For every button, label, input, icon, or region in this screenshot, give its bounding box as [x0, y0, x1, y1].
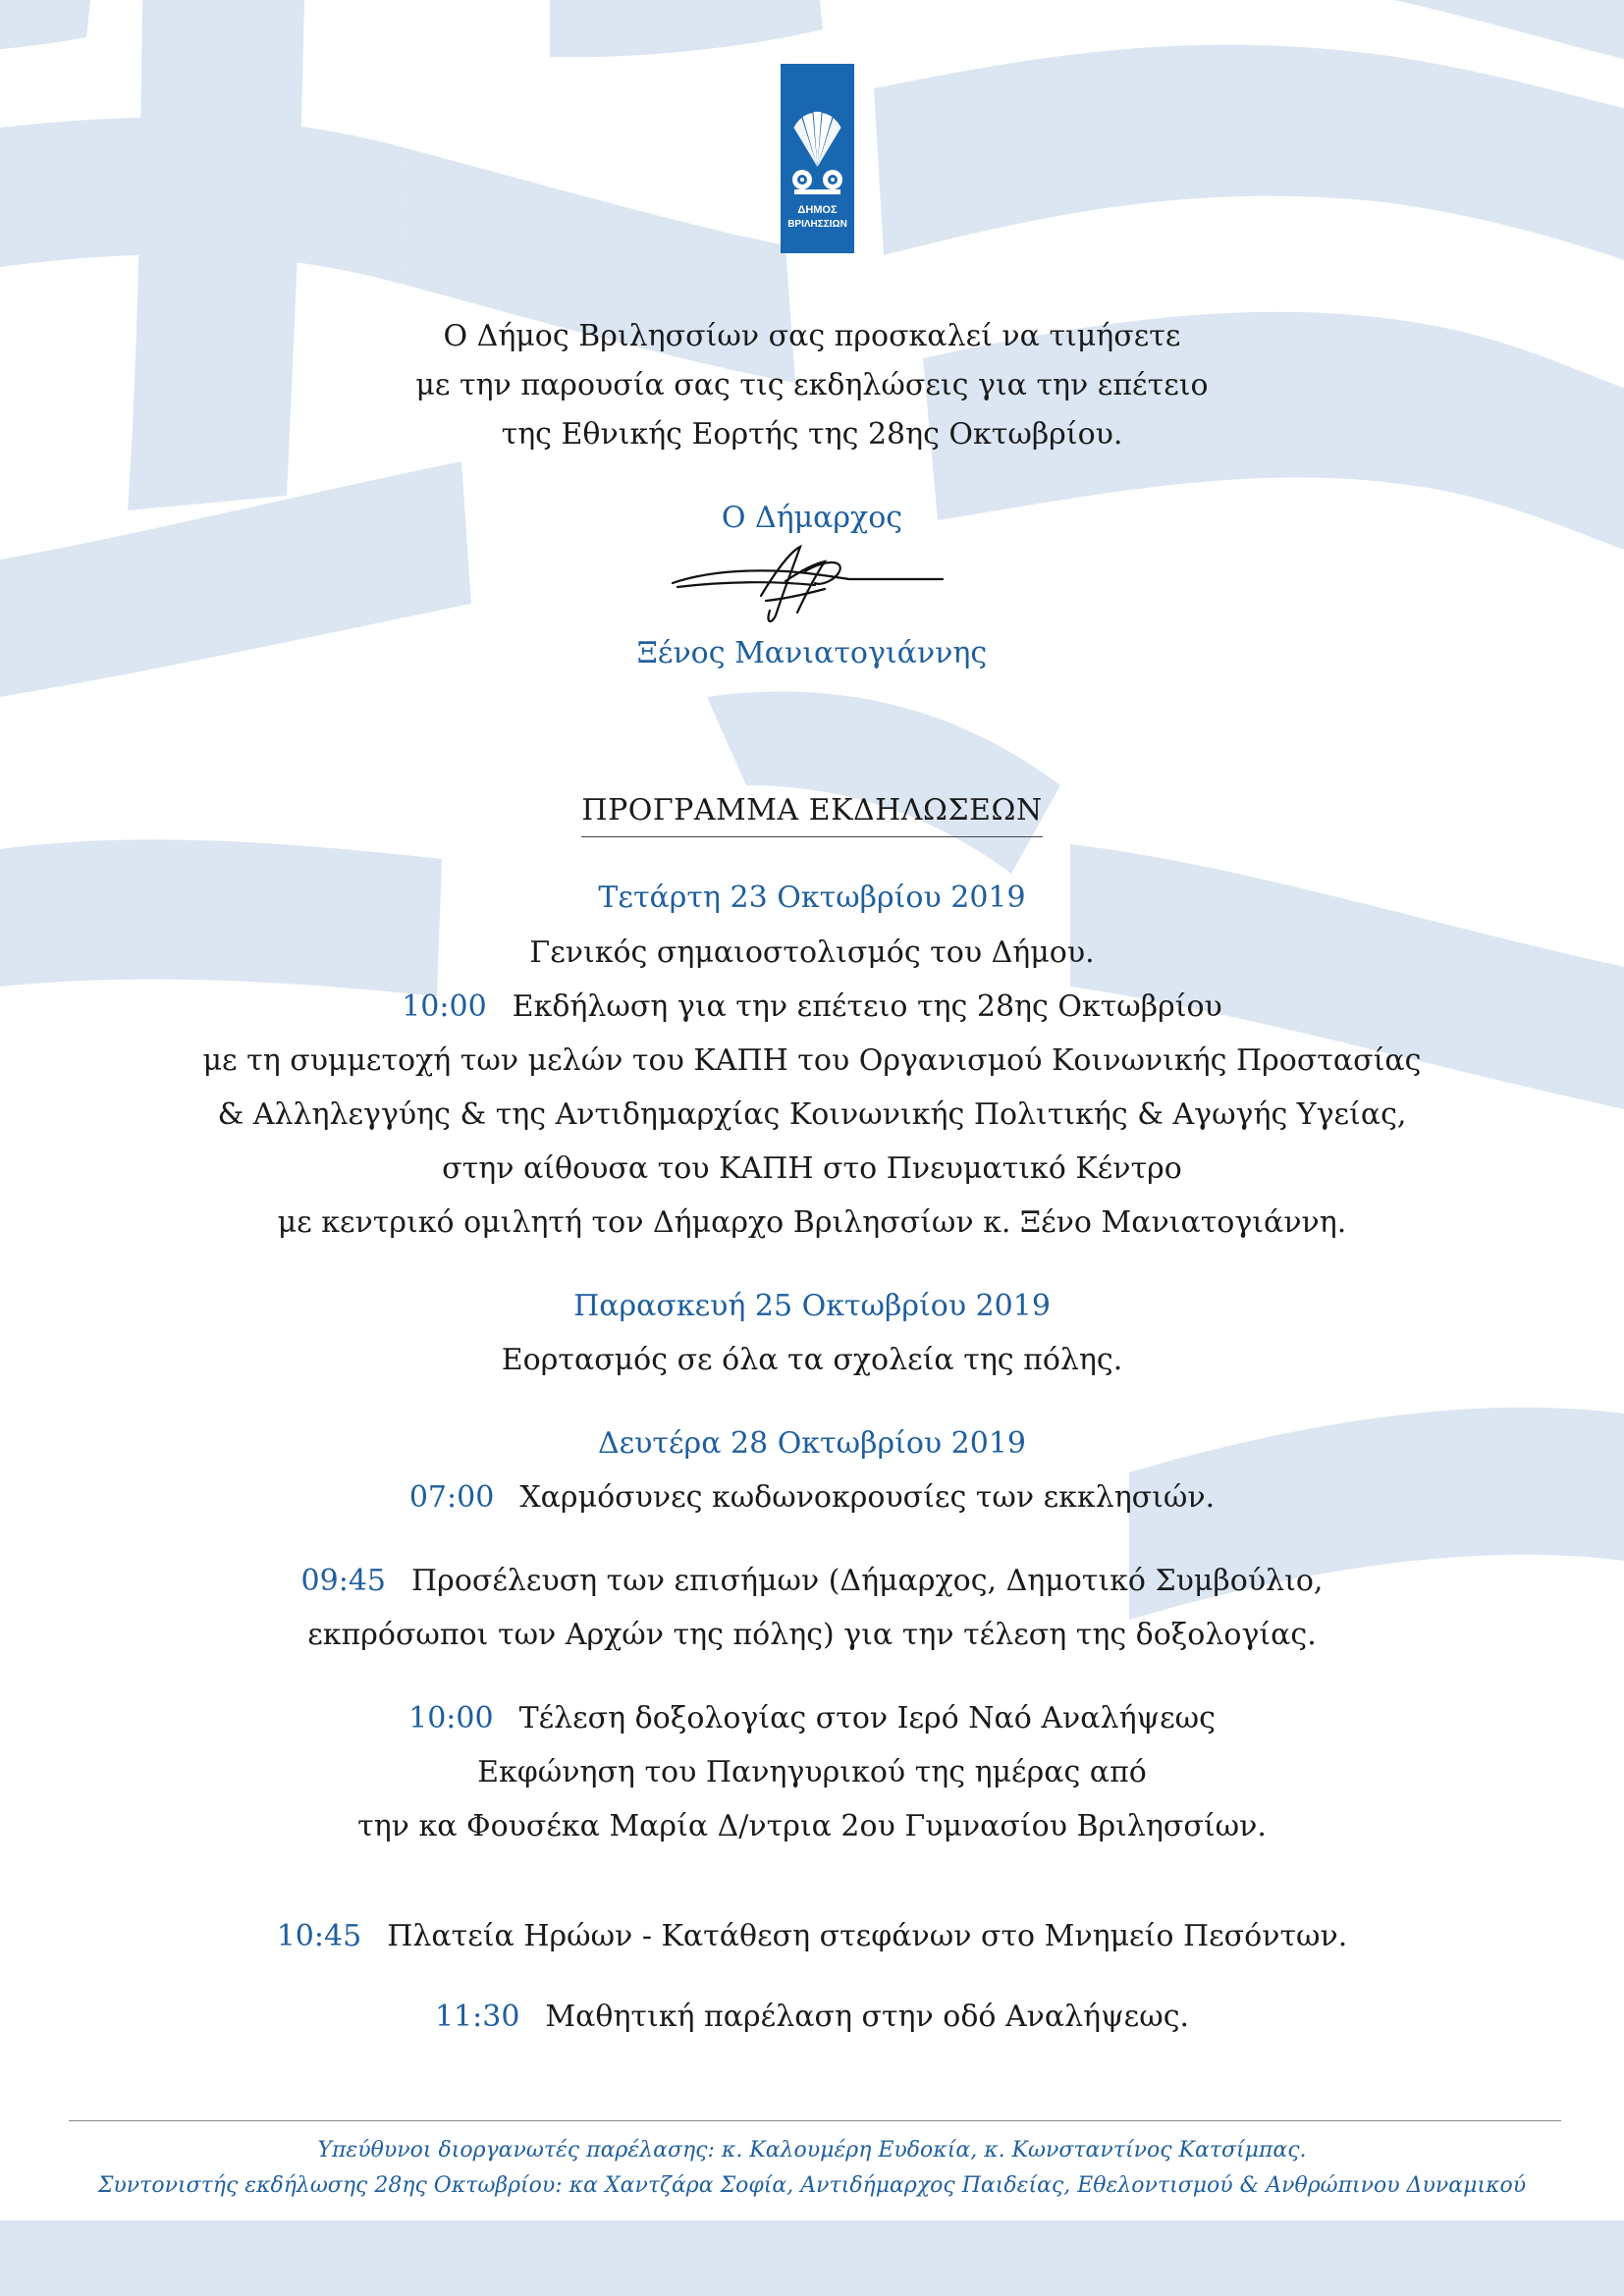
day3-event3-time: 10:00: [408, 1701, 494, 1735]
day1-line4: & Αλληλεγγύης & της Αντιδημαρχίας Κοινωνικής Πολιτικής & Αγωγής Υγείας,: [217, 1097, 1407, 1132]
day3-event2-text: Προσέλευση των επισήμων (Δήμαρχος, Δημοτικό Συμβούλιο,: [411, 1564, 1324, 1598]
intro-line-2: με την παρουσία σας τις εκδηλώσεις για την επέτειο: [415, 368, 1209, 402]
day3-event3-text3: την κα Φουσέκα Μαρία Δ/ντρια 2ου Γυμνασίου Βριλησσίων.: [357, 1809, 1267, 1843]
day3-date: Δευτέρα 28 Οκτωβρίου 2019: [597, 1426, 1027, 1461]
day1-line6: με κεντρικό ομιλητή τον Δήμαρχο Βριλησσίων κ. Ξένο Μανιατογιάννη.: [277, 1205, 1347, 1240]
day3-event3-text: Τέλεση δοξολογίας στον Ιερό Ναό Αναλήψεως: [518, 1701, 1216, 1735]
day3-event2: [0, 1564, 1624, 1598]
day1-date: Τετάρτη 23 Οκτωβρίου 2019: [598, 881, 1026, 915]
day1-event-time: 10:00: [402, 989, 487, 1024]
program-title-underline: [581, 836, 1043, 837]
day3-event4-time: 10:45: [276, 1919, 362, 1953]
program-title: ΠΡΟΓΡΑΜΜΑ ΕΚΔΗΛΩΣΕΩΝ: [581, 793, 1043, 828]
logo-text-line1: ΔΗΜΟΣ: [797, 204, 838, 216]
day1-event-text: Εκδήλωση για την επέτειο της 28ης Οκτωβρίου: [512, 989, 1222, 1024]
day2-date: Παρασκευή 25 Οκτωβρίου 2019: [573, 1289, 1051, 1323]
day3-event4: [0, 1919, 1624, 1953]
day1-line3: με τη συμμετοχή των μελών του ΚΑΠΗ του Οργανισμού Κοινωνικής Προστασίας: [202, 1043, 1422, 1078]
day3-event5: [0, 2000, 1624, 2034]
day3-event2-text2: εκπρόσωποι των Αρχών της πόλης) για την τέλεση της δοξολογίας.: [307, 1618, 1317, 1652]
day3-event1-time: 07:00: [408, 1480, 495, 1515]
logo-text-line2: ΒΡΙΛΗΣΣΙΩΝ: [787, 219, 847, 230]
day3-event3: [0, 1701, 1624, 1735]
day1-event-row: [0, 989, 1624, 1024]
municipality-logo: [781, 64, 854, 253]
day3-event5-text: Μαθητική παρέλαση στην οδό Αναλήψεως.: [545, 2000, 1190, 2034]
day3-event5-time: 11:30: [434, 2000, 520, 2034]
intro-line-1: Ο Δήμος Βριλησσίων σας προσκαλεί να τιμήσετε: [443, 319, 1181, 353]
footer-line2: Συντονιστής εκδήλωσης 28ης Οκτωβρίου: κα Χαντζάρα Σοφία, Αντιδήμαρχος Παιδείας, Εθελοντισμού & Ανθρώπινου Δυναμικού: [97, 2173, 1527, 2198]
day3-event1-text: Χαρμόσυνες κωδωνοκρουσίες των εκκλησιών.: [519, 1480, 1216, 1515]
signer-title: Ο Δήμαρχος: [721, 501, 903, 535]
day1-line5: στην αίθουσα του ΚΑΠΗ στο Πνευματικό Κέντρο: [442, 1151, 1182, 1186]
intro-line-3: της Εθνικής Εορτής της 28ης Οκτωβρίου.: [501, 417, 1123, 452]
day3-event1: [0, 1480, 1624, 1515]
footer-divider: [69, 2120, 1561, 2121]
day1-line1: Γενικός σημαιοστολισμός του Δήμου.: [529, 935, 1095, 970]
mayor-signature: [668, 542, 947, 628]
day2-line1: Εορτασμός σε όλα τα σχολεία της πόλης.: [501, 1343, 1123, 1377]
footer-line1: Υπεύθυνοι διοργανωτές παρέλασης: κ. Καλουμέρη Ευδοκία, κ. Κωνσταντίνος Κατσίμπας.: [317, 2138, 1307, 2163]
day3-event3-text2: Εκφώνηση του Πανηγυρικού της ημέρας από: [477, 1755, 1147, 1789]
day3-event2-time: 09:45: [300, 1564, 387, 1598]
day3-event4-text: Πλατεία Ηρώων - Κατάθεση στεφάνων στο Μνημείο Πεσόντων.: [387, 1919, 1348, 1953]
signer-name: Ξένος Μανιατογιάννης: [636, 636, 988, 670]
